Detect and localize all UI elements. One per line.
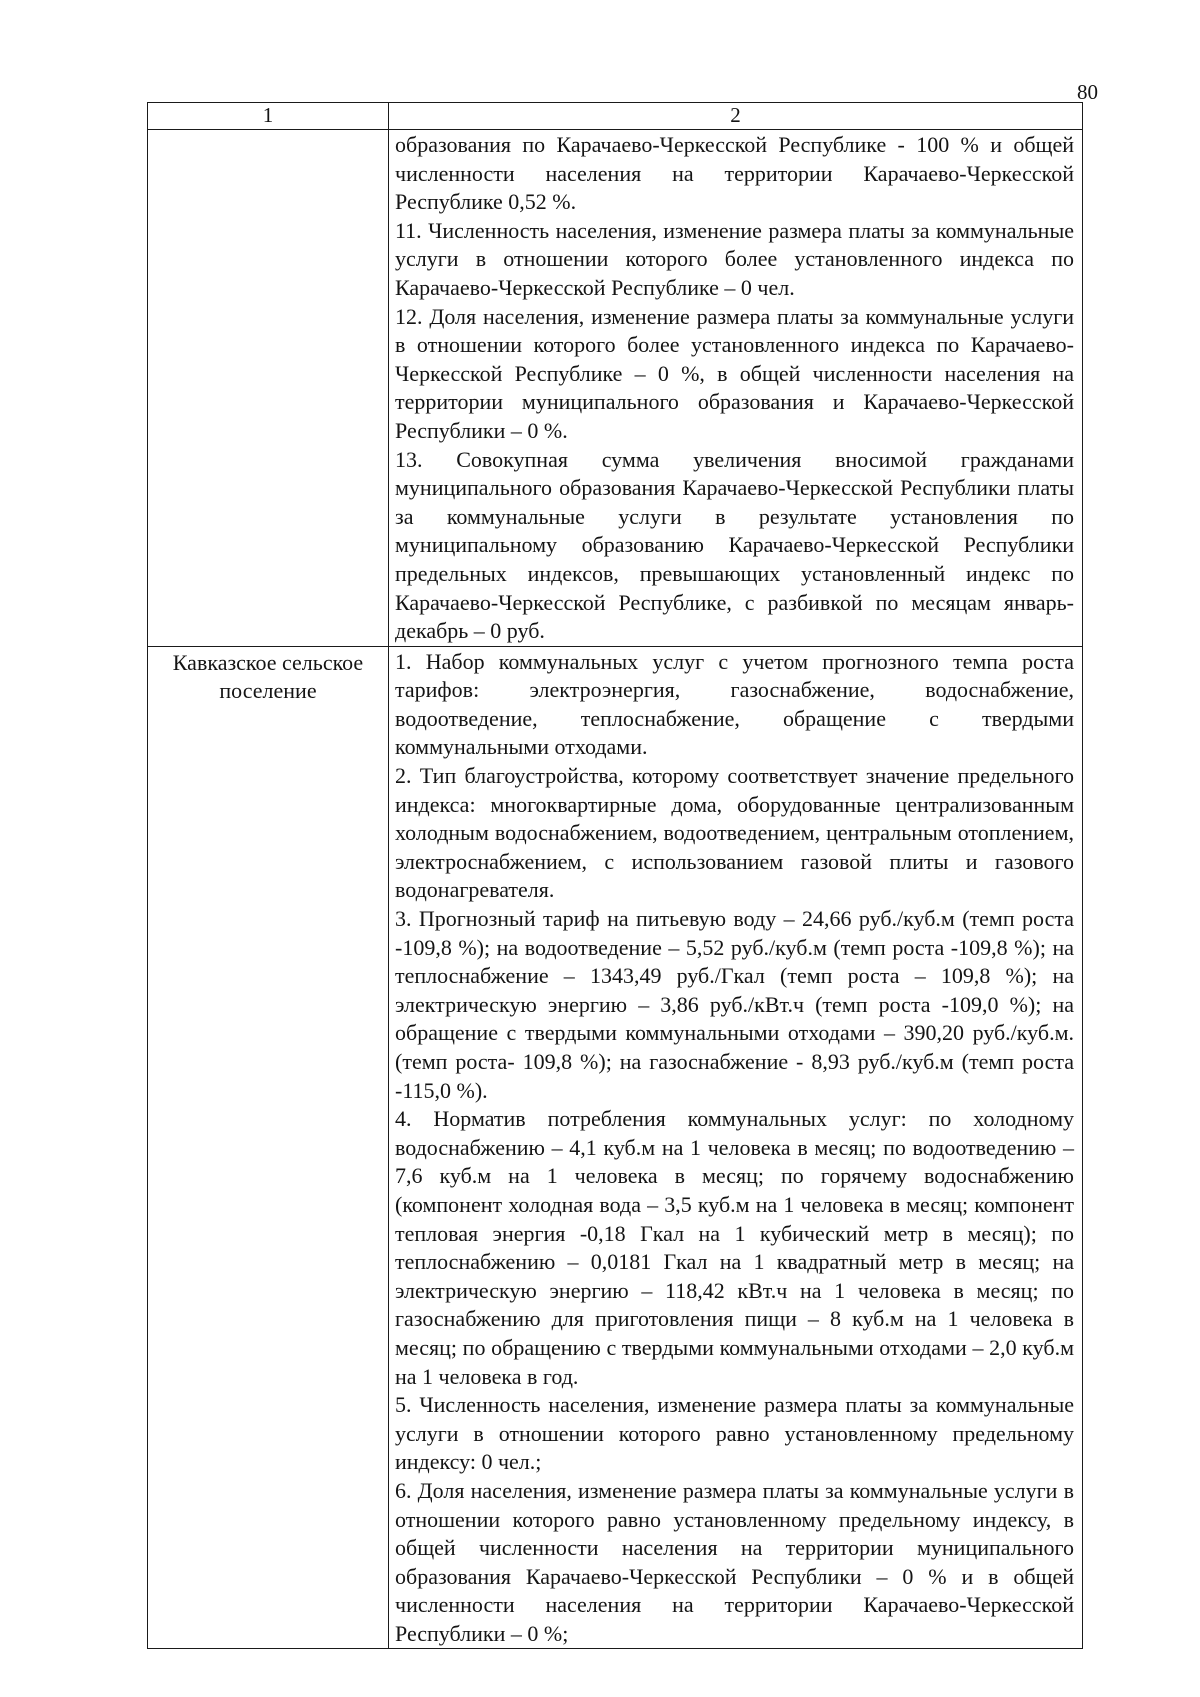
paragraph-item-6: 6. Доля населения, изменение размера платы за коммунальные услуги в отношении которого равно установленному предельному индексу, в общей численности населения на территории муниципального образования Карачаево-Черкесской Республики – 0 % и в общей численности населения на территории Карачаево-Черкесской Республики – 0 %; [395, 1477, 1074, 1646]
table-header-row [148, 103, 1083, 130]
paragraph-item-12: 12. Доля населения, изменение размера платы за коммунальные услуги в отношении которого более установленного индекса по Карачаево-Черкесской Республике – 0 %, в общей численности населения на территории муниципального образования и Карачаево-Черкесской Республики – 0 %. [395, 303, 1074, 443]
header-cell-col1: 1 [148, 103, 389, 130]
description-cell [389, 646, 1083, 1649]
municipality-cell: Кавказское сельское поселение [148, 646, 389, 1649]
page-number: 80 [1077, 80, 1098, 104]
paragraph-continuation: образования по Карачаево-Черкесской Республике - 100 % и общей численности населения на территории Карачаево-Черкесской Республике 0,52 %. [395, 132, 1074, 215]
header-cell-col2: 2 [389, 103, 1083, 130]
description-cell [389, 130, 1083, 647]
paragraph-item-13: 13. Совокупная сумма увеличения вносимой гражданами муниципального образования Карачаево-Черкесской Республики платы за коммунальные услуги в результате установления по муниципальному образованию Карачаево-Черкесской Республики предельных индексов, превышающих установленный индекс по Карачаево-Черкесской Республике, с разбивкой по месяцам январь-декабрь – 0 руб. [395, 446, 1074, 644]
paragraph-item-4: 4. Норматив потребления коммунальных услуг: по холодному водоснабжению – 4,1 куб.м на 1 человека в месяц; по водоотведению – 7,6 куб.м на 1 человека в месяц; по горячему водоснабжению (компонент холодная вода – 3,5 куб.м на 1 человека в месяц; компонент тепловая энергия -0,18 Гкал на 1 кубический метр в месяц); по теплоснабжению – 0,0181 Гкал на 1 квадратный метр в месяц; на электрическую энергию – 118,42 кВт.ч на 1 человека в месяц; по газоснабжению для приготовления пищи – 8 куб.м на 1 человека в месяц; по обращению с твердыми коммунальными отходами – 2,0 куб.м на 1 человека в год. [395, 1106, 1074, 1389]
table-row-kavkazskoe [148, 646, 1083, 1649]
paragraph-item-3: 3. Прогнозный тариф на питьевую воду – 24,66 руб./куб.м (темп роста -109,8 %); на водоотведение – 5,52 руб./куб.м (темп роста -109,8 %); на теплоснабжение – 1343,49 руб./Гкал (темп роста – 109,8 %); на электрическую энергию – 3,86 руб./кВт.ч (темп роста -109,0 %); на обращение с твердыми коммунальными отходами – 390,20 руб./куб.м. (темп роста- 109,8 %); на газоснабжение - 8,93 руб./куб.м (темп роста -115,0 %). [395, 906, 1074, 1103]
paragraph-item-5: 5. Численность населения, изменение размера платы за коммунальные услуги в отношении которого равно установленному предельному индексу: 0 чел.; [395, 1392, 1074, 1475]
paragraph-item-2: 2. Тип благоустройства, которому соответствует значение предельного индекса: многоквартирные дома, оборудованные централизованным холодным водоснабжением, водоотведением, центральным отоплением, электроснабжением, с использованием газовой плиты и газового водонагревателя. [395, 763, 1074, 903]
data-table [147, 102, 1083, 1649]
paragraph-item-11: 11. Численность населения, изменение размера платы за коммунальные услуги в отношении которого более установленного индекса по Карачаево-Черкесской Республике – 0 чел. [395, 217, 1074, 300]
table-row-continuation [148, 130, 1083, 647]
paragraph-item-1: 1. Набор коммунальных услуг с учетом прогнозного темпа роста тарифов: электроэнергия, газоснабжение, водоснабжение, водоотведение, теплоснабжение, обращение с твердыми коммунальными отходами. [395, 648, 1074, 760]
municipality-cell-empty [148, 130, 389, 647]
